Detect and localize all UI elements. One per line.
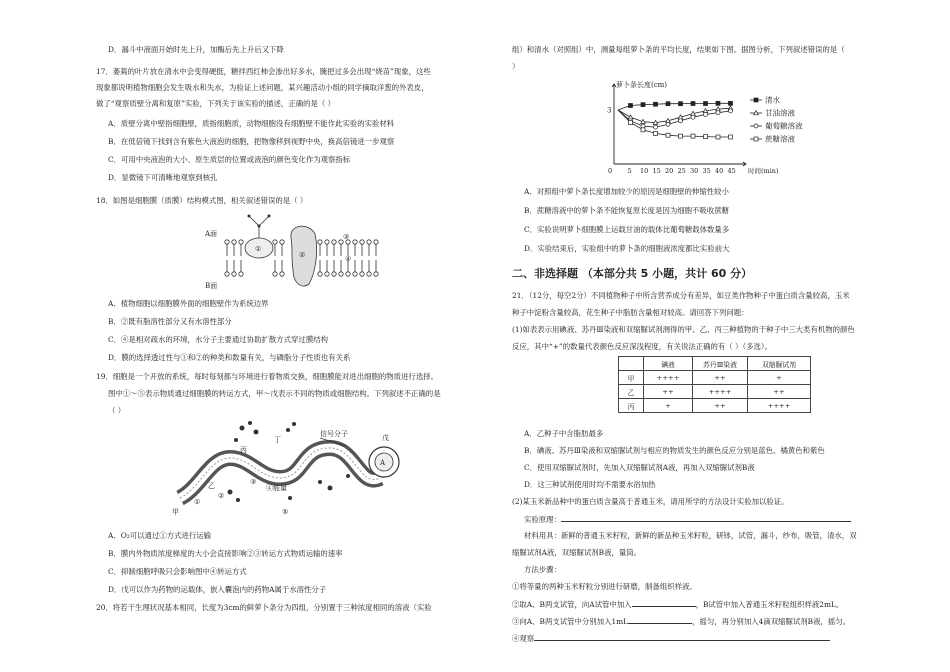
- label-2: ②: [299, 251, 306, 259]
- q21-stem-3: (1)如表表示用碘液、苏丹Ⅲ染液和双缩脲试剂测得的甲、乙、丙三种植物的干种子中三大类有机物的颜色: [512, 325, 855, 334]
- table-cell: 丙: [619, 399, 644, 413]
- q21-option-c: C．使用双缩脲试剂时，先加入双缩脲试剂A液，再加入双缩脲试剂B液: [524, 463, 755, 472]
- data-point: [729, 109, 733, 113]
- data-point: [716, 135, 720, 139]
- data-point: [691, 115, 695, 119]
- x-axis-label: 时间(min): [748, 167, 779, 175]
- legend-marker: [754, 98, 758, 102]
- principle-answer-blank[interactable]: [561, 513, 851, 522]
- label-route-2: ②: [218, 492, 225, 500]
- table-row: [619, 399, 811, 413]
- table-header-row: [619, 357, 811, 371]
- x-tick-label: 0: [608, 167, 613, 175]
- section-2-heading: 二、非选择题 （本部分共 5 小题，共计 60 分）: [512, 267, 753, 280]
- label-drug-a: A: [380, 459, 386, 467]
- label-bing: 丙: [240, 446, 247, 454]
- data-point: [704, 113, 708, 117]
- x-tick-label: 35: [702, 167, 711, 175]
- q17-stem-3: 做了“观察质壁分离和复原”实验，下列关于该实验的描述，正确的是（ ）: [96, 99, 336, 108]
- table-cell: 乙: [619, 385, 644, 399]
- data-point: [654, 102, 658, 106]
- data-point: [666, 102, 670, 106]
- q21-step-2: [512, 598, 843, 610]
- radish-length-chart: [602, 78, 817, 182]
- label-signal-molecule: 信号分子: [320, 430, 348, 438]
- table-header: 苏丹Ⅲ染液: [693, 357, 748, 371]
- q17-stem-2: 现象都说明植物细胞会发生吸水和失水，为验证上述问题，某兴趣活动小组的同学摘取洋葱的外表皮，: [96, 83, 429, 92]
- x-tick-label: 5: [627, 167, 632, 175]
- label-route-3: ③: [250, 478, 257, 486]
- data-point: [729, 101, 733, 105]
- q19-option-d: D．戊可以作为药物的运载体，嵌入囊泡内的药物A属于水溶性分子: [108, 585, 327, 594]
- label-b-face: B面: [205, 282, 218, 290]
- data-point: [654, 131, 658, 135]
- data-point: [716, 101, 720, 105]
- q20-option-c: C．实验说明萝卜细胞膜上运载甘油的载体比葡萄糖载体数量多: [524, 225, 730, 234]
- reagent-table: [618, 356, 811, 413]
- label-1: ①: [255, 245, 262, 253]
- table-cell: ++: [693, 399, 748, 413]
- q21-option-b: B．碘液、苏丹Ⅲ染液和双缩脲试剂与相应的物质发生的颜色反应分别是蓝色、橘黄色和紫色: [524, 446, 825, 455]
- data-point: [629, 121, 633, 125]
- data-point: [716, 111, 720, 115]
- label-a-face: A面: [205, 230, 218, 238]
- table-cell: 甲: [619, 371, 644, 385]
- table-cell: +: [748, 371, 811, 385]
- membrane-figure: [205, 212, 390, 292]
- data-point: [704, 135, 708, 139]
- q19-stem-2: 图中①～⑤表示物质通过细胞膜的转运方式，甲～戊表示不同的物质或细胞结构。下列叙述不正确的是: [108, 389, 441, 398]
- label-route-4-energy: ④能量: [266, 484, 287, 492]
- step-2-text-a: ②取A、B两支试管，向A试管中加入: [512, 600, 632, 609]
- x-tick-label: 45: [727, 167, 736, 175]
- data-point: [666, 133, 670, 137]
- table-header: [619, 357, 644, 371]
- q21-stem-2: 种子中淀粉含量较高，花生种子中脂肪含量相对较高。请回答下列问题：: [512, 308, 749, 317]
- q19-option-a: A．O₂可以通过①方式进行运输: [108, 531, 212, 540]
- q21-materials-1: 材料用具：新鲜的普通玉米籽粒，新鲜的新品种玉米籽粒，研钵，试管，漏斗，纱布，吸管，清水，双: [524, 531, 857, 540]
- x-tick-label: 30: [690, 167, 699, 175]
- q21-step-1: ①将等量的两种玉米籽粒分别进行研磨，制备组织样液。: [512, 582, 697, 591]
- table-cell: +: [644, 399, 693, 413]
- table-row: [619, 385, 811, 399]
- legend-label: 葡萄糖溶液: [765, 121, 803, 131]
- q17-option-c: C．可用中央液泡的大小、原生质层的位置或液泡的颜色变化作为观察指标: [108, 155, 351, 164]
- data-point: [679, 102, 683, 106]
- q20-stem-cont-1: 组）和清水（对照组）中，测量每组萝卜条的平均长度，结果如下图。据图分析，下列叙述错误的是（: [512, 45, 845, 54]
- data-point: [641, 103, 645, 107]
- q21-steps-title: 方法步骤：: [524, 565, 561, 574]
- q21-part-2: (2)某玉米新品种中的蛋白质含量高于普通玉米，请用所学的方法设计实验加以验证。: [512, 497, 789, 506]
- q21-step-3: [512, 615, 850, 627]
- transport-figure: [170, 418, 410, 518]
- data-point: [641, 128, 645, 132]
- label-4: ④: [345, 255, 352, 263]
- step-4-text: ④观察: [512, 634, 535, 643]
- q20-stem-start: 20．将若干生理状况基本相同，长度为3cm的鲜萝卜条分为四组，分别置于三种浓度相同的溶液（实验: [96, 603, 432, 612]
- table-header: 双缩脲试剂: [748, 357, 811, 371]
- data-point: [654, 125, 658, 129]
- data-point: [729, 135, 733, 139]
- label-route-1: ①: [194, 498, 201, 506]
- label-jia: 甲: [172, 508, 179, 516]
- x-tick-label: 10: [640, 167, 649, 175]
- series-line: [618, 103, 731, 110]
- q17-stem-1: 17．萎蔫的叶片放在清水中会变得硬挺，糖拌西红柿会渗出好多水，腌把过多会出现“烧苗”现象，这些: [96, 67, 431, 76]
- label-ding: 丁: [274, 436, 281, 444]
- x-tick-label: 15: [652, 167, 661, 175]
- q18-option-b: B．②既有脂溶性部分又有水溶性部分: [108, 317, 232, 326]
- legend-marker: [754, 124, 758, 128]
- q21-step-4: [512, 632, 830, 644]
- q18-option-d: D．膜的选择透过性与①和②的种类和数量有关，与磷脂分子性质也有关系: [108, 353, 351, 362]
- data-point: [629, 104, 633, 108]
- legend-marker: [754, 137, 758, 141]
- table-cell: ++: [693, 371, 748, 385]
- q18-option-a: A．植物细胞以细胞膜外面的细胞壁作为系统边界: [108, 299, 269, 308]
- legend-label: 甘油溶液: [765, 108, 795, 118]
- step-3-answer-blank[interactable]: [628, 615, 692, 624]
- data-point: [679, 119, 683, 123]
- q20-option-a: A．对照组中萝卜条长度增加较少的原因是细胞壁的伸缩性较小: [524, 187, 729, 196]
- y-tick-label: 3: [607, 106, 612, 115]
- x-tick-label: 20: [665, 167, 674, 175]
- data-point: [628, 115, 633, 119]
- data-point: [691, 102, 695, 106]
- right-column: [490, 0, 950, 672]
- q21-principle: [524, 513, 851, 525]
- q19-stem-3: （ ）: [108, 406, 126, 415]
- table-cell: ++++: [644, 371, 693, 385]
- data-point: [666, 122, 670, 126]
- q18-stem: 18．如图是细胞膜（质膜）结构模式图，相关叙述错误的是（ ）: [96, 196, 308, 205]
- q19-stem-1: 19．细胞是一个开放的系统，每时每刻都与环境进行着物质交换，细胞膜能对进出细胞的物质进行选择。: [96, 372, 438, 381]
- legend-label: 清水: [765, 95, 780, 105]
- label-yi: 乙: [208, 482, 215, 490]
- label-route-5: ⑤: [282, 508, 289, 516]
- table-cell: ++++: [748, 399, 811, 413]
- q17-option-d: D．显微镜下可清晰地观察到核孔: [108, 173, 218, 182]
- q21-option-d: D．这三种试剂使用时均不需要水浴加热: [524, 480, 656, 489]
- x-tick-label: 40: [715, 167, 724, 175]
- q17-option-b: B．在低倍镜下找到含有紫色大液泡的细胞，把物像移到视野中央，换高倍镜进一步观察: [108, 137, 395, 146]
- table-cell: ++: [748, 385, 811, 399]
- step-2-text-b: ，B试管中加入普通玉米籽粒组织样液2mL。: [695, 600, 844, 609]
- q21-stem-1: 21．（12分，每空2分）不同植物种子中所含营养成分有差异，如豆类作物种子中蛋白质含量较高，玉米: [512, 291, 850, 300]
- series-line: [618, 110, 731, 137]
- q21-materials-2: 缩脲试剂A液，双缩脲试剂B液，量筒。: [512, 548, 642, 557]
- step-3-text-b: ，摇匀，再分别加入4滴双缩脲试剂B液，摇匀。: [692, 617, 851, 626]
- chart-ylabel: 萝卜条长度(cm): [616, 81, 668, 89]
- data-point: [691, 134, 695, 138]
- q17-option-a: A．质壁分离中壁指细胞壁，质指细胞质，动物细胞没有细胞壁不能作此实验的实验材料: [108, 119, 395, 128]
- label-wu: 戊: [382, 434, 389, 442]
- legend-label: 蔗糖溶液: [765, 134, 795, 144]
- q16-option-d: D．漏斗中液面开始时先上升，加酶后先上升后又下降: [108, 45, 284, 54]
- step-3-text-a: ③向A、B两支试管中分别加入1mL: [512, 617, 629, 626]
- table-cell: ++: [644, 385, 693, 399]
- x-tick-label: 25: [677, 167, 686, 175]
- q20-option-d: D．实验结束后，实验组中的萝卜条的细胞液浓度都比实验前大: [524, 244, 730, 253]
- table-cell: ++++: [693, 385, 748, 399]
- step-4-answer-blank[interactable]: [534, 632, 830, 641]
- q21-stem-4: 反应，其中“+”的数量代表颜色反应深浅程度，有关说法正确的有（ ）（多选）。: [512, 342, 772, 351]
- series-line: [618, 108, 731, 122]
- principle-label: 实验原理：: [524, 515, 561, 524]
- step-2-answer-blank[interactable]: [632, 598, 696, 607]
- q20-option-b: B．蔗糖溶液中的萝卜条不能恢复原长度是因为细胞不吸收蔗糖: [524, 206, 729, 215]
- table-row: [619, 371, 811, 385]
- q21-option-a: A．乙种子中含脂肪最多: [524, 429, 604, 438]
- label-3: ③: [343, 233, 350, 241]
- table-header: 碘液: [644, 357, 693, 371]
- data-point: [704, 102, 708, 106]
- q18-option-c: C．④是相对疏水的环境，水分子主要通过协助扩散方式穿过膜结构: [108, 335, 328, 344]
- data-point: [679, 134, 683, 138]
- q19-option-c: C．抑制细胞呼吸只会影响图中④转运方式: [108, 567, 247, 576]
- q20-stem-cont-2: ）: [512, 62, 520, 71]
- q19-option-b: B．膜内外物质浓度梯度的大小会直接影响②③转运方式物质运输的速率: [108, 549, 343, 558]
